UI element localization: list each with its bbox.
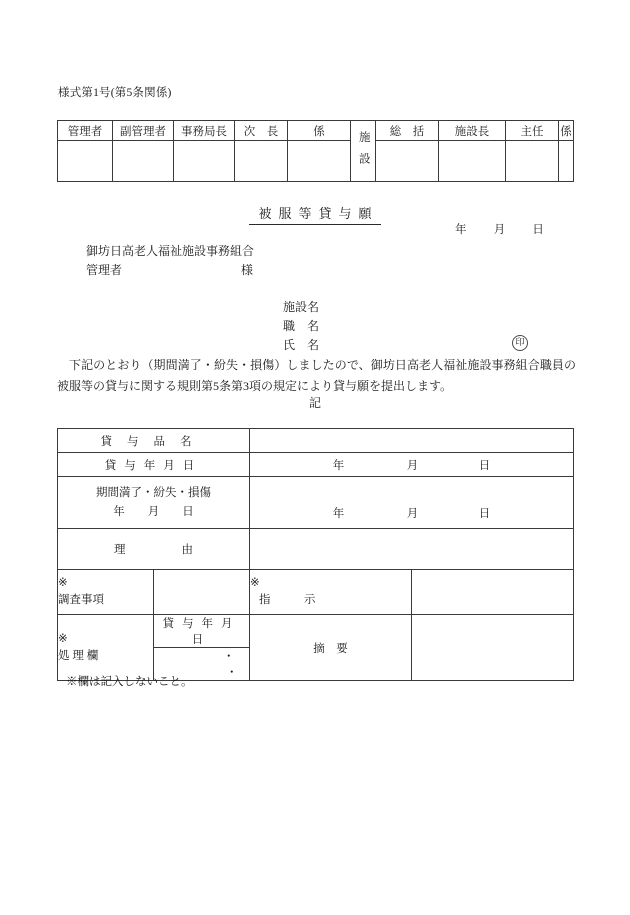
approval-cell-shisetsucho[interactable] xyxy=(439,141,506,182)
approval-header-row xyxy=(58,121,574,141)
label-process xyxy=(58,615,154,681)
expiry-year-label: 年 xyxy=(332,508,345,520)
approval-cell-fukukanrisha[interactable] xyxy=(113,141,174,182)
label-reason xyxy=(58,529,250,570)
approval-cell-soukatsu[interactable] xyxy=(376,141,439,182)
value-summary[interactable] xyxy=(412,615,574,681)
approval-header-kakari-2: 係 xyxy=(559,121,574,141)
value-reason[interactable] xyxy=(250,529,574,570)
label-lend-date: 貸与年月日 xyxy=(58,453,250,477)
instruction-label-text: 指 示 xyxy=(259,594,327,606)
value-instruction[interactable] xyxy=(412,570,574,615)
process-date-sep-1: ・ xyxy=(223,651,235,663)
body-paragraph xyxy=(57,355,576,397)
date-month-label: 月 xyxy=(493,224,506,236)
submission-date-line xyxy=(455,221,544,237)
survey-label-text: 調査事項 xyxy=(58,594,104,606)
applicant-name-label: 氏 名 xyxy=(283,338,320,352)
approval-cell-jicho[interactable] xyxy=(235,141,288,182)
approval-cell-kakari-2[interactable] xyxy=(559,141,574,182)
label-expiry-line2: 年 月 日 xyxy=(113,505,194,518)
label-instruction xyxy=(250,570,412,615)
survey-marker: ※ xyxy=(58,577,68,589)
approval-header-fukukanrisha: 副管理者 xyxy=(113,121,174,141)
label-survey xyxy=(58,570,154,615)
process-date-nested-table xyxy=(154,615,249,680)
lend-date-year-label: 年 xyxy=(332,459,345,472)
lend-date-month-label: 月 xyxy=(406,459,419,472)
approval-stamp-table xyxy=(57,120,574,182)
approval-header-shunin: 主任 xyxy=(506,121,559,141)
applicant-facility-row xyxy=(283,298,543,317)
process-label-text: 処 理 欄 xyxy=(58,649,99,662)
table-row-item xyxy=(58,429,574,453)
main-form-table xyxy=(57,428,574,681)
ki-marker: 記 xyxy=(308,396,321,410)
table-row-reason xyxy=(58,529,574,570)
approval-header-jimukyokucho: 事務局長 xyxy=(174,121,235,141)
addressee-role-line xyxy=(86,261,254,280)
body-paragraph-text: 下記のとおり（期間満了・紛失・損傷）しましたので、御坊日高老人福祉施設事務組合職員の被服等の貸与に関する規則第5条第3項の規定により貸与願を提出します。 xyxy=(57,358,576,393)
approval-divider-shisetsu: 施設 xyxy=(351,121,376,182)
label-expiry xyxy=(58,477,250,529)
value-lent-item[interactable] xyxy=(250,429,574,453)
lend-date-day-label: 日 xyxy=(478,459,491,472)
process-date-sep-2: ・ xyxy=(226,667,238,679)
instruction-marker: ※ xyxy=(250,577,260,589)
approval-cell-shunin[interactable] xyxy=(506,141,559,182)
applicant-block xyxy=(283,298,543,355)
process-marker: ※ xyxy=(58,632,68,645)
addressee-organization: 御坊日高老人福祉施設事務組合 xyxy=(86,244,255,258)
value-expiry-date[interactable] xyxy=(250,477,574,529)
label-reason-b: 由 xyxy=(181,544,193,556)
approval-header-soukatsu: 総 括 xyxy=(376,121,439,141)
approval-cell-kanrisha[interactable] xyxy=(58,141,113,182)
label-expiry-line1: 期間満了・紛失・損傷 xyxy=(96,486,211,499)
process-date-group xyxy=(154,615,250,681)
expiry-month-label: 月 xyxy=(406,508,419,520)
process-date-header: 貸与年月日 xyxy=(154,615,249,648)
form-number: 様式第1号(第5条関係) xyxy=(58,87,172,99)
table-row-expiry xyxy=(58,477,574,529)
applicant-position-label: 職 名 xyxy=(283,319,320,333)
process-date-header-row xyxy=(154,615,249,648)
approval-cell-jimukyokucho[interactable] xyxy=(174,141,235,182)
value-lend-date[interactable] xyxy=(250,453,574,477)
value-survey[interactable] xyxy=(154,570,250,615)
label-reason-a: 理 xyxy=(114,544,126,556)
applicant-position-row xyxy=(283,317,543,336)
addressee-role: 管理者 xyxy=(86,263,123,277)
applicant-facility-label: 施設名 xyxy=(283,300,320,314)
applicant-name-row xyxy=(283,336,543,355)
table-row-lend-date xyxy=(58,453,574,477)
document-title-text: 被服等貸与願 xyxy=(249,203,380,225)
approval-header-kakari: 係 xyxy=(288,121,351,141)
seal-stamp-icon: 印 xyxy=(512,335,528,351)
table-row-process xyxy=(58,615,574,681)
label-lent-item: 貸与品名 xyxy=(58,429,250,453)
approval-header-jicho: 次 長 xyxy=(235,121,288,141)
approval-cell-kakari[interactable] xyxy=(288,141,351,182)
addressee-honorific: 様 xyxy=(241,263,254,277)
footnote: ※欄は記入しないこと。 xyxy=(66,676,193,688)
date-day-label: 日 xyxy=(532,224,545,236)
date-year-label: 年 xyxy=(455,224,467,236)
label-summary: 摘 要 xyxy=(250,615,412,681)
approval-header-kanrisha: 管理者 xyxy=(58,121,113,141)
approval-value-row xyxy=(58,141,574,182)
expiry-day-label: 日 xyxy=(478,508,491,520)
approval-header-shisetsucho: 施設長 xyxy=(439,121,506,141)
table-row-survey xyxy=(58,570,574,615)
addressee-block xyxy=(86,242,254,280)
